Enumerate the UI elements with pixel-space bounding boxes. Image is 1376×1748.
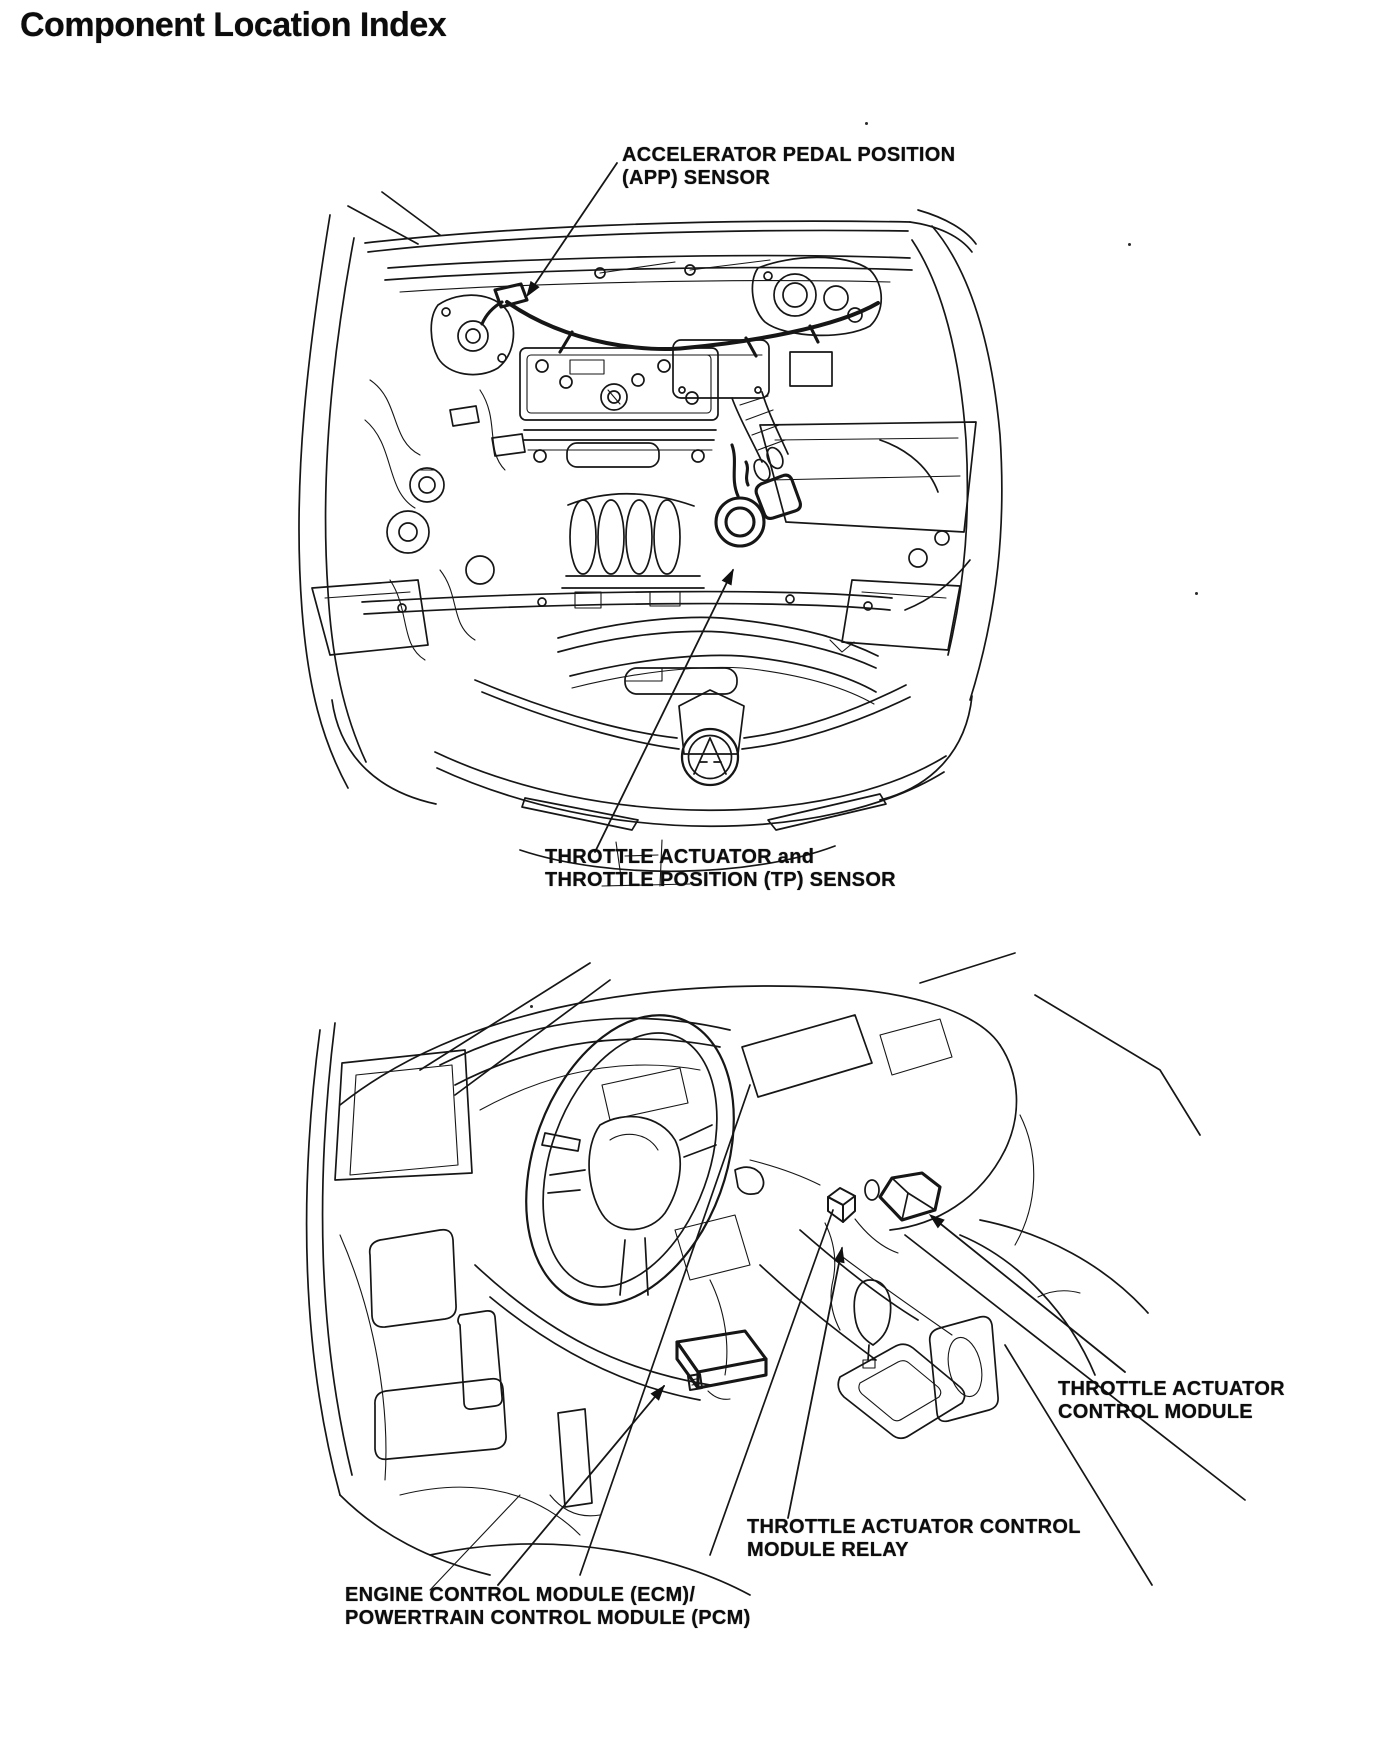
label-tac-module-relay <box>747 1516 1081 1562</box>
label-line: THROTTLE ACTUATOR CONTROL <box>747 1516 1081 1538</box>
label-app-sensor <box>622 144 955 190</box>
label-line: ENGINE CONTROL MODULE (ECM)/ <box>345 1584 696 1606</box>
label-line: THROTTLE POSITION (TP) SENSOR <box>545 869 896 891</box>
label-line: MODULE RELAY <box>747 1539 909 1561</box>
scan-speck <box>865 122 868 125</box>
label-line: ACCELERATOR PEDAL POSITION <box>622 144 956 166</box>
tac-module-highlight <box>865 1173 940 1220</box>
label-ecm-pcm <box>345 1584 751 1630</box>
figure-engine-bay <box>270 140 1030 910</box>
label-line: THROTTLE ACTUATOR and <box>545 846 815 868</box>
tp-sensor-arrow <box>723 570 734 585</box>
tac-relay-leader-line <box>788 1248 844 1518</box>
page-title: Component Location Index <box>20 6 447 44</box>
scan-speck <box>1195 592 1198 595</box>
scan-speck <box>530 1005 533 1008</box>
dashboard-drawing <box>307 953 1245 1595</box>
label-line: (APP) SENSOR <box>622 167 771 189</box>
tac-relay-highlight <box>828 1188 855 1222</box>
tac-module-leader-line <box>930 1215 1125 1372</box>
ecm-pcm-highlight <box>677 1331 766 1399</box>
label-line: THROTTLE ACTUATOR <box>1058 1378 1285 1400</box>
label-tac-module <box>1058 1378 1285 1424</box>
scan-speck <box>1128 243 1131 246</box>
tac-relay-arrow <box>835 1248 844 1263</box>
app-sensor-arrow <box>527 282 539 296</box>
app-sensor-highlight <box>482 284 527 324</box>
label-line: CONTROL MODULE <box>1058 1401 1253 1423</box>
shift-lever <box>854 1280 890 1368</box>
label-line: POWERTRAIN CONTROL MODULE (PCM) <box>345 1607 751 1629</box>
label-tp-sensor <box>545 846 896 892</box>
acura-emblem <box>679 690 744 785</box>
engine-bay-drawing <box>299 192 1002 886</box>
figure-dashboard <box>280 935 1280 1680</box>
